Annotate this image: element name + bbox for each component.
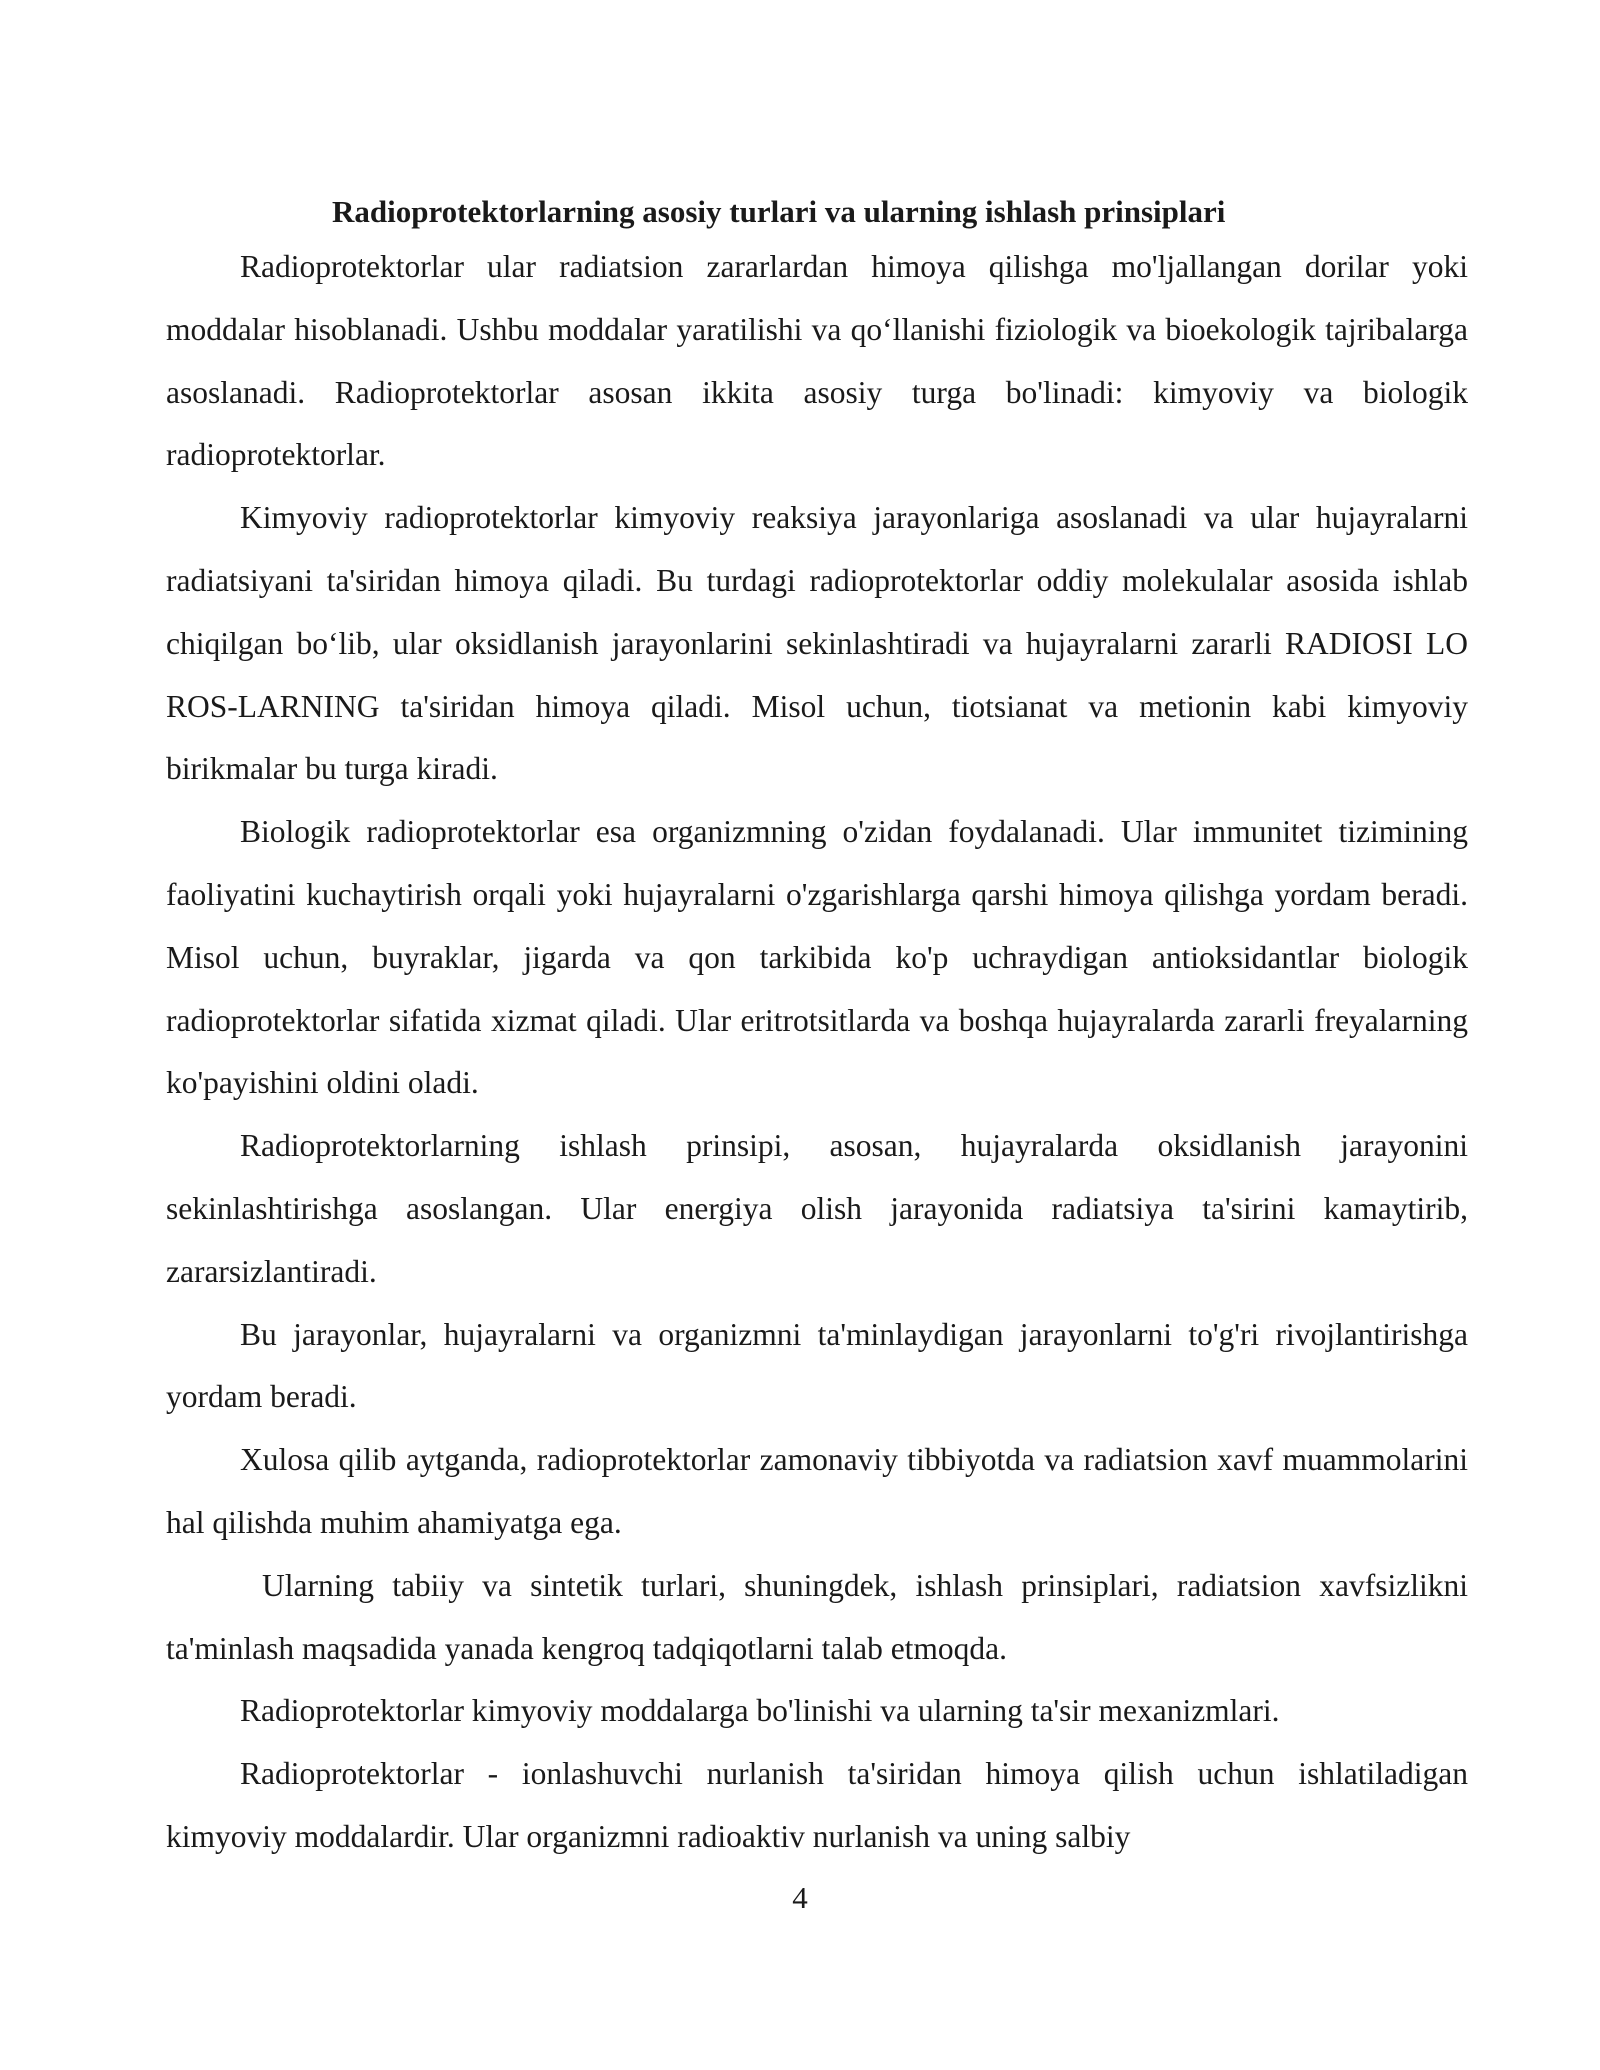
- paragraph-6: Xulosa qilib aytganda, radioprotektorlar zamonaviy tibbiyotda va radiatsion xavf muammolarini hal qilishda muhim ahamiyatga ega.: [166, 1442, 1468, 1540]
- paragraph-5: Bu jarayonlar, hujayralarni va organizmni ta'minlaydigan jarayonlarni to'g'ri rivojlantirishga yordam beradi.: [166, 1316, 1468, 1415]
- paragraph-1: Radioprotektorlar ular radiatsion zararlardan himoya qilishga mo'ljallangan dorilar yoki moddalar hisoblanadi. Ushbu moddalar yaratilishi va qo‘llanishi fiziologik va bioekologik tajribalarga asoslanadi. Radioprotektorlar asosan ikkita asosiy turga bo'linadi: kimyoviy va biologik radioprotektorlar.: [166, 249, 1468, 473]
- document-page: [166, 188, 1468, 1869]
- paragraph-7: Ularning tabiiy va sintetik turlari, shuningdek, ishlash prinsiplari, radiatsion xavfsizlikni ta'minlash maqsadida yanada kengroq tadqiqotlarni talab etmoqda.: [166, 1567, 1468, 1666]
- paragraph-3: Biologik radioprotektorlar esa organizmning o'zidan foydalanadi. Ular immunitet tizimining faoliyatini kuchaytirish orqali yoki hujayralarni o'zgarishlarga qarshi himoya qilishga yordam beradi. Misol uchun, buyraklar, jigarda va qon tarkibida ko'p uchraydigan antioksidantlar biologik radioprotektorlar sifatida xizmat qiladi. Ular eritrotsitlarda va boshqa hujayralarda zararli freyalarning ko'payishini oldini oladi.: [166, 814, 1468, 1101]
- paragraph-2: Kimyoviy radioprotektorlar kimyoviy reaksiya jarayonlariga asoslanadi va ular hujayralarni radiatsiyani ta'siridan himoya qiladi. Bu turdagi radioprotektorlar oddiy molekulalar asosida ishlab chiqilgan bo‘lib, ular oksidlanish jarayonlarini sekinlashtiradi va hujayralarni zararli RADIOSI LO ROS-LARNING ta'siridan himoya qiladi. Misol uchun, tiotsianat va metionin kabi kimyoviy birikmalar bu turga kiradi.: [166, 500, 1468, 787]
- paragraph-8: Radioprotektorlar kimyoviy moddalarga bo'linishi va ularning ta'sir mexanizmlari.: [240, 1693, 1280, 1729]
- paragraph-4: Radioprotektorlarning ishlash prinsipi, asosan, hujayralarda oksidlanish jarayonini sekinlashtirishga asoslangan. Ular energiya olish jarayonida radiatsiya ta'sirini kamaytirib, zararsizlantiradi.: [166, 1128, 1468, 1289]
- paragraph-9: Radioprotektorlar - ionlashuvchi nurlanish ta'siridan himoya qilish uchun ishlatiladigan kimyoviy moddalardir. Ular organizmni radioaktiv nurlanish va uning salbiy: [166, 1756, 1468, 1854]
- page-number: 4: [792, 1880, 808, 1915]
- document-title: Radioprotektorlarning asosiy turlari va ularning ishlash prinsiplari: [332, 194, 1226, 229]
